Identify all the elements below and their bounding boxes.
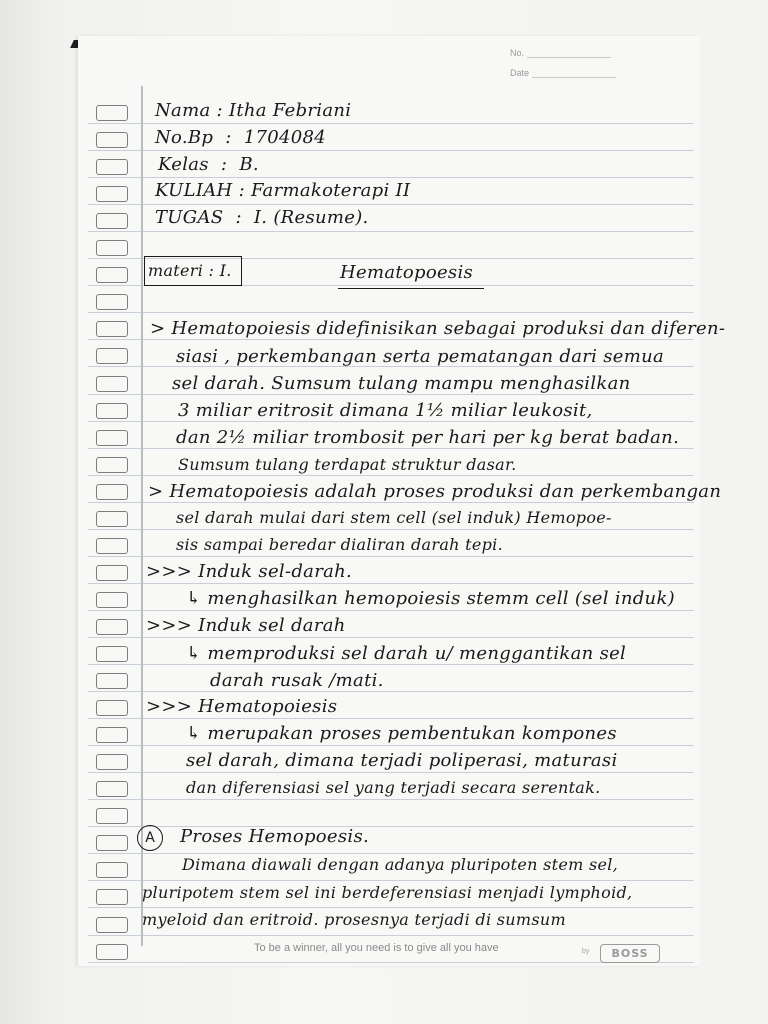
section-a-line: myeloid dan eritroid. prosesnya terjadi di sumsum bbox=[142, 910, 566, 929]
body-line: >>> Hematopoiesis bbox=[146, 696, 338, 717]
ruled-line bbox=[88, 907, 694, 908]
margin-box bbox=[96, 835, 128, 851]
ruled-line bbox=[88, 448, 694, 449]
header-no bbox=[510, 48, 611, 58]
margin-box bbox=[96, 646, 128, 662]
margin-box bbox=[96, 186, 128, 202]
margin-box bbox=[96, 917, 128, 933]
body-line: ↳ menghasilkan hemopoiesis stemm cell (sel induk) bbox=[186, 588, 675, 609]
topic-title: Hematopoesis bbox=[340, 262, 474, 283]
ruled-line bbox=[88, 718, 694, 719]
identity-tugas: TUGAS : I. (Resume). bbox=[155, 207, 369, 228]
ruled-line bbox=[88, 880, 694, 881]
ruled-line bbox=[88, 826, 694, 827]
margin-box bbox=[96, 484, 128, 500]
margin-box bbox=[96, 159, 128, 175]
ruled-line bbox=[88, 935, 694, 936]
margin-box bbox=[96, 592, 128, 608]
margin-box bbox=[96, 457, 128, 473]
margin-box bbox=[96, 808, 128, 824]
ruled-line bbox=[88, 583, 694, 584]
margin-line bbox=[141, 86, 143, 946]
margin-box bbox=[96, 240, 128, 256]
ruled-line bbox=[88, 745, 694, 746]
ruled-line bbox=[88, 637, 694, 638]
ruled-line bbox=[88, 421, 694, 422]
body-line: dan diferensiasi sel yang terjadi secara serentak. bbox=[186, 778, 601, 797]
ruled-line bbox=[88, 204, 694, 205]
section-a-line: pluripotem stem sel ini berdeferensiasi menjadi lymphoid, bbox=[142, 883, 633, 902]
ruled-line bbox=[88, 231, 694, 232]
body-line: ↳ merupakan proses pembentukan kompones bbox=[186, 723, 617, 744]
ruled-line bbox=[88, 123, 694, 124]
margin-box bbox=[96, 889, 128, 905]
ruled-line bbox=[88, 394, 694, 395]
ruled-line bbox=[88, 610, 694, 611]
body-line: sel darah, dimana terjadi poliperasi, maturasi bbox=[186, 750, 618, 771]
margin-box bbox=[96, 944, 128, 960]
margin-box bbox=[96, 132, 128, 148]
ruled-line bbox=[88, 853, 694, 854]
margin-box bbox=[96, 619, 128, 635]
header-no-label: No. bbox=[510, 48, 525, 58]
ruled-line bbox=[88, 150, 694, 151]
body-line: sel darah mulai dari stem cell (sel induk) Hemopoe- bbox=[176, 508, 612, 527]
body-line: >>> Induk sel darah bbox=[146, 615, 346, 636]
body-line: Sumsum tulang terdapat struktur dasar. bbox=[178, 455, 517, 474]
footer-motto: To be a winner, all you need is to give all you have bbox=[254, 942, 499, 954]
footer-by: by bbox=[582, 948, 590, 955]
ruled-line bbox=[88, 772, 694, 773]
ruled-line bbox=[88, 475, 694, 476]
body-line: darah rusak /mati. bbox=[210, 670, 384, 691]
ruled-line bbox=[88, 529, 694, 530]
body-line: sel darah. Sumsum tulang mampu menghasilkan bbox=[172, 373, 631, 394]
ruled-line bbox=[88, 799, 694, 800]
brand-logo: BOSS bbox=[600, 944, 660, 963]
margin-box bbox=[96, 403, 128, 419]
identity-name: Nama : Itha Febriani bbox=[155, 100, 352, 121]
topic-title-underline bbox=[338, 288, 484, 289]
header-date bbox=[510, 68, 616, 78]
margin-box bbox=[96, 700, 128, 716]
margin-box bbox=[96, 565, 128, 581]
margin-box bbox=[96, 511, 128, 527]
body-line: dan 2½ miliar trombosit per hari per kg berat badan. bbox=[176, 427, 680, 448]
margin-box bbox=[96, 321, 128, 337]
body-line: > Hematopoiesis didefinisikan sebagai produksi dan diferen- bbox=[150, 318, 726, 339]
materi-label: materi : I. bbox=[148, 261, 232, 280]
header-date-label: Date bbox=[510, 68, 530, 78]
margin-box bbox=[96, 781, 128, 797]
ruled-line bbox=[88, 339, 694, 340]
section-a-marker: A bbox=[137, 825, 163, 851]
margin-box bbox=[96, 727, 128, 743]
ruled-line bbox=[88, 502, 694, 503]
margin-box bbox=[96, 213, 128, 229]
margin-box bbox=[96, 862, 128, 878]
ruled-line bbox=[88, 691, 694, 692]
margin-box bbox=[96, 538, 128, 554]
identity-kelas: Kelas : B. bbox=[158, 154, 259, 175]
margin-box bbox=[96, 294, 128, 310]
body-line: >>> Induk sel-darah. bbox=[146, 561, 353, 582]
ruled-line bbox=[88, 664, 694, 665]
margin-box bbox=[96, 348, 128, 364]
margin-box bbox=[96, 754, 128, 770]
body-line: > Hematopoiesis adalah proses produksi dan perkembangan bbox=[148, 481, 722, 502]
section-a-title: Proses Hemopoesis. bbox=[180, 826, 370, 847]
body-line: sis sampai beredar dialiran darah tepi. bbox=[176, 535, 503, 554]
margin-box bbox=[96, 430, 128, 446]
body-line: ↳ memproduksi sel darah u/ menggantikan sel bbox=[186, 643, 627, 664]
ruled-line bbox=[88, 312, 694, 313]
body-line: siasi , perkembangan serta pematangan dari semua bbox=[176, 346, 665, 367]
body-line: 3 miliar eritrosit dimana 1½ miliar leukosit, bbox=[178, 400, 593, 421]
section-a-line: Dimana diawali dengan adanya pluripoten stem sel, bbox=[182, 855, 619, 874]
ruled-line bbox=[88, 177, 694, 178]
identity-kuliah: KULIAH : Farmakoterapi II bbox=[155, 180, 411, 201]
margin-box bbox=[96, 376, 128, 392]
margin-box bbox=[96, 673, 128, 689]
margin-box bbox=[96, 105, 128, 121]
ruled-line bbox=[88, 556, 694, 557]
margin-box bbox=[96, 267, 128, 283]
identity-nobp: No.Bp : 1704084 bbox=[155, 127, 326, 148]
